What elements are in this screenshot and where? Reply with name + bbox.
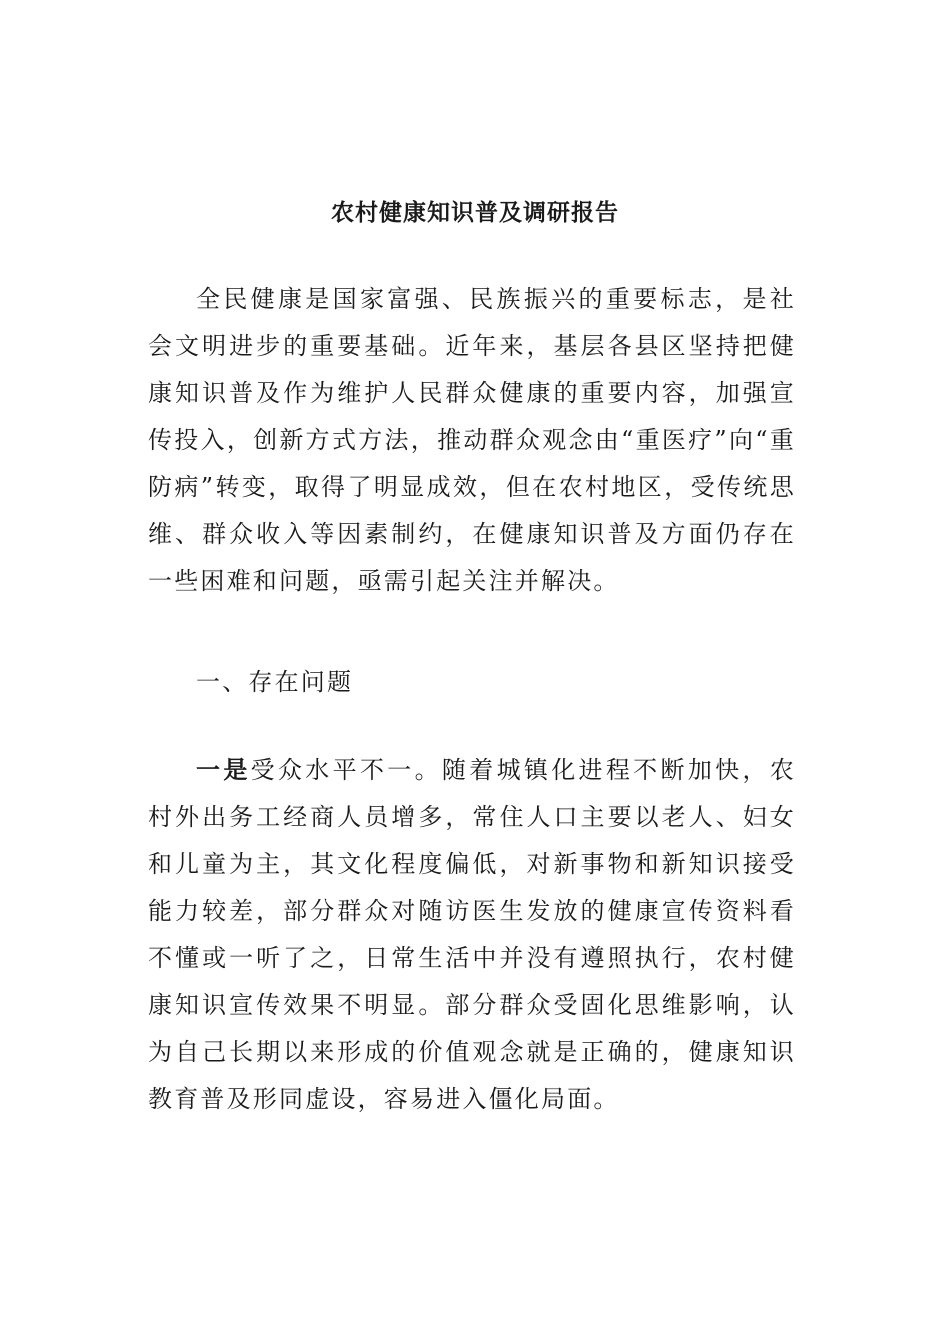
point-one-paragraph xyxy=(148,746,796,1123)
intro-paragraph: 全民健康是国家富强、民族振兴的重要标志，是社会文明进步的重要基础。近年来，基层各县区坚持把健康知识普及作为维护人民群众健康的重要内容，加强宣传投入，创新方式方法，推动群众观念由“重医疗”向“重防病”转变，取得了明显成效，但在农村地区，受传统思维、群众收入等因素制约，在健康知识普及方面仍存在一些困难和问题，亟需引起关注并解决。 xyxy=(148,285,796,595)
point-one-lead: 一是 xyxy=(196,755,251,784)
document-title: 农村健康知识普及调研报告 xyxy=(331,199,619,226)
point-one-body: 受众水平不一。随着城镇化进程不断加快，农村外出务工经商人员增多，常住人口主要以老人、妇女和儿童为主，其文化程度偏低，对新事物和新知识接受能力较差，部分群众对随访医生发放的健康宣传资料看不懂或一听了之，日常生活中并没有遵照执行，农村健康知识宣传效果不明显。部分群众受固化思维影响，认为自己长期以来形成的价值观念就是正确的，健康知识教育普及形同虚设，容易进入僵化局面。 xyxy=(148,756,797,1113)
section-heading: 一、存在问题 xyxy=(196,668,354,696)
